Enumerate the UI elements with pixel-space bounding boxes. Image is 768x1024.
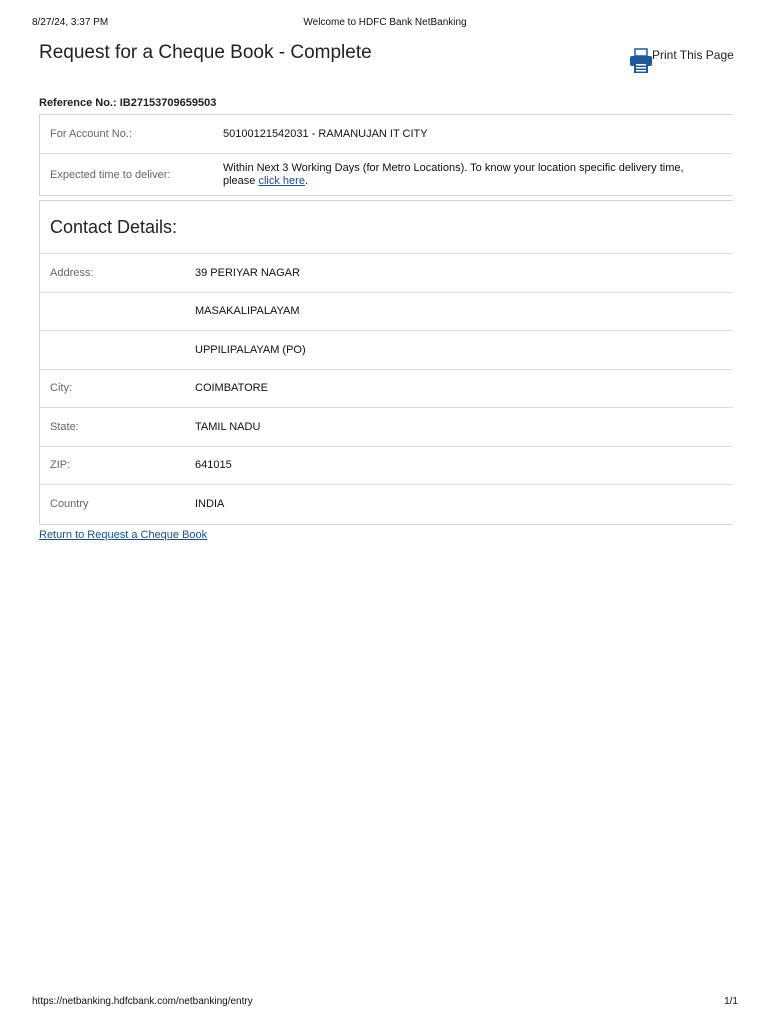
reference-label: Reference No.: — [39, 97, 117, 109]
address-row-1 — [40, 254, 733, 293]
delivery-suffix: . — [304, 174, 309, 187]
request-summary-table — [39, 114, 733, 196]
delivery-text: Within Next 3 Working Days (for Metro Locations). To know your location specific delivery time, please — [223, 161, 684, 187]
print-footer — [32, 996, 738, 1010]
reference-value: IB27153709659503 — [119, 97, 217, 109]
zip-value: 641015 — [195, 459, 232, 472]
print-datetime: 8/27/24, 3:37 PM — [32, 17, 109, 28]
address-row-2 — [40, 293, 733, 332]
address-row-3 — [40, 331, 733, 370]
page-title: Request for a Cheque Book - Complete — [39, 42, 372, 63]
city-row — [40, 370, 733, 409]
reference-number — [39, 97, 216, 109]
return-to-request-link[interactable]: Return to Request a Cheque Book — [39, 529, 208, 541]
country-label: Country — [50, 498, 89, 511]
state-value: TAMIL NADU — [195, 420, 261, 433]
account-row — [40, 115, 733, 154]
city-label: City: — [50, 382, 72, 395]
print-header — [32, 17, 738, 31]
address-label: Address: — [50, 266, 94, 279]
print-page-number: 1/1 — [724, 996, 738, 1007]
account-value: 50100121542031 - RAMANUJAN IT CITY — [223, 128, 428, 140]
print-url: https://netbanking.hdfcbank.com/netbanking/entry — [32, 996, 253, 1007]
address-line-1: 39 PERIYAR NAGAR — [195, 266, 300, 279]
country-row — [40, 485, 733, 524]
state-row — [40, 408, 733, 447]
print-this-page-label: Print This Page — [652, 48, 734, 62]
address-line-2: MASAKALIPALAYAM — [195, 305, 300, 318]
delivery-row — [40, 154, 733, 195]
zip-label: ZIP: — [50, 459, 71, 472]
account-label: For Account No.: — [50, 128, 132, 140]
zip-row — [40, 447, 733, 486]
print-this-page-button[interactable] — [630, 46, 734, 72]
delivery-value — [223, 162, 713, 188]
print-page-title: Welcome to HDFC Bank NetBanking — [303, 17, 467, 28]
delivery-label: Expected time to deliver: — [50, 168, 171, 181]
contact-details-table — [39, 200, 733, 525]
country-value: INDIA — [195, 498, 225, 511]
contact-details-heading: Contact Details: — [40, 201, 733, 254]
city-value: COIMBATORE — [195, 382, 268, 395]
click-here-link[interactable]: click here — [258, 174, 305, 187]
printer-icon — [630, 48, 652, 74]
state-label: State: — [50, 420, 79, 433]
address-line-3: UPPILIPALAYAM (PO) — [195, 343, 306, 356]
